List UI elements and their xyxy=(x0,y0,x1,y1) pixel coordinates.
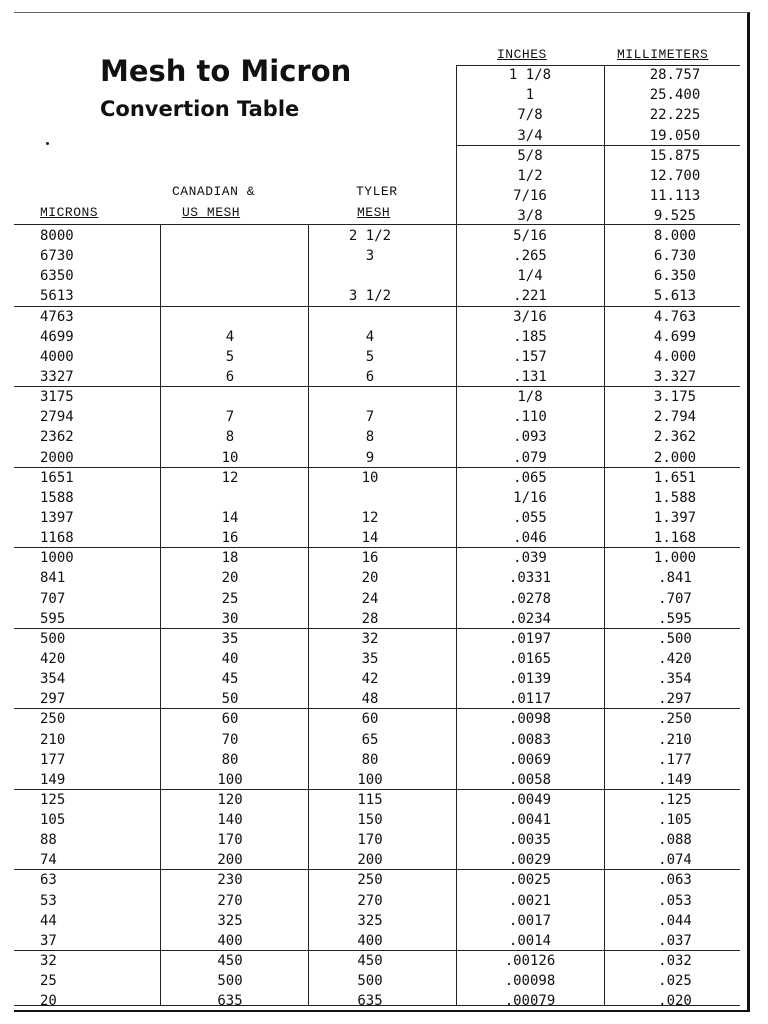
cell-canadian-mesh: 80 xyxy=(221,751,239,768)
cell-millimeters: 4.763 xyxy=(653,308,697,325)
cell-inches: .0021 xyxy=(508,892,552,909)
cell-tyler-mesh: 7 xyxy=(365,409,375,426)
cell-microns: 420 xyxy=(40,650,66,667)
cell-canadian-mesh: 40 xyxy=(221,650,239,667)
cell-millimeters: .053 xyxy=(658,892,692,909)
cell-millimeters: .125 xyxy=(658,791,692,808)
top-row-millimeters: 12.700 xyxy=(649,168,701,184)
cell-millimeters: 4.000 xyxy=(653,348,697,365)
cell-inches: .131 xyxy=(513,368,547,385)
cell-millimeters: 6.730 xyxy=(653,248,697,265)
cell-millimeters: .063 xyxy=(658,872,692,889)
cell-millimeters: .250 xyxy=(658,711,692,728)
cell-millimeters: 1.168 xyxy=(653,530,697,547)
cell-millimeters: 1.588 xyxy=(653,489,697,506)
cell-tyler-mesh: 32 xyxy=(361,630,379,647)
cell-tyler-mesh: 12 xyxy=(361,509,379,526)
page-title: Mesh to Micron xyxy=(100,54,352,88)
cell-canadian-mesh: 230 xyxy=(217,872,243,889)
grid-hline xyxy=(14,1005,740,1006)
cell-microns: 595 xyxy=(40,610,66,627)
cell-canadian-mesh: 170 xyxy=(217,832,243,849)
cell-microns: 105 xyxy=(40,812,66,829)
cell-canadian-mesh: 20 xyxy=(221,570,239,587)
cell-microns: 8000 xyxy=(40,228,74,244)
cell-microns: 1168 xyxy=(40,530,74,547)
cell-millimeters: .420 xyxy=(658,650,692,667)
header-microns: MICRONS xyxy=(40,205,99,220)
cell-inches: .0278 xyxy=(508,590,552,607)
cell-tyler-mesh: 635 xyxy=(357,993,383,1010)
cell-tyler-mesh: 150 xyxy=(357,812,383,829)
cell-canadian-mesh: 635 xyxy=(217,993,243,1010)
cell-microns: 250 xyxy=(40,711,66,728)
cell-microns: 3175 xyxy=(40,389,74,406)
cell-tyler-mesh: 4 xyxy=(365,328,375,345)
top-row-inches: 7/16 xyxy=(513,188,547,205)
cell-tyler-mesh: 60 xyxy=(361,711,379,728)
cell-tyler-mesh: 400 xyxy=(357,932,383,949)
cell-inches: .185 xyxy=(513,328,547,345)
cell-microns: 1000 xyxy=(40,550,74,567)
cell-microns: 5613 xyxy=(40,288,74,305)
grid-hline xyxy=(14,467,740,468)
cell-microns: 177 xyxy=(40,751,66,768)
cell-canadian-mesh: 35 xyxy=(221,630,239,647)
cell-inches: 5/16 xyxy=(513,228,547,244)
cell-microns: 125 xyxy=(40,791,66,808)
cell-inches: .0035 xyxy=(508,832,552,849)
cell-millimeters: .500 xyxy=(658,630,692,647)
cell-microns: 500 xyxy=(40,630,66,647)
cell-inches: .00126 xyxy=(504,953,556,970)
cell-inches: .0014 xyxy=(508,932,552,949)
cell-millimeters: 5.613 xyxy=(653,288,697,305)
grid-hline xyxy=(456,65,740,66)
cell-millimeters: .044 xyxy=(658,912,692,929)
cell-millimeters: .297 xyxy=(658,691,692,708)
cell-microns: 1588 xyxy=(40,489,74,506)
cell-canadian-mesh: 4 xyxy=(225,328,235,345)
cell-tyler-mesh: 170 xyxy=(357,832,383,849)
cell-tyler-mesh: 65 xyxy=(361,731,379,748)
cell-millimeters: .707 xyxy=(658,590,692,607)
top-row-inches: 5/8 xyxy=(517,147,543,164)
cell-inches: .0058 xyxy=(508,771,552,788)
cell-inches: 1/4 xyxy=(517,268,543,285)
cell-canadian-mesh: 10 xyxy=(221,449,239,466)
cell-millimeters: 6.350 xyxy=(653,268,697,285)
cell-inches: .00098 xyxy=(504,973,556,990)
cell-canadian-mesh: 45 xyxy=(221,671,239,688)
cell-millimeters: .020 xyxy=(658,993,692,1010)
cell-millimeters: .595 xyxy=(658,610,692,627)
cell-tyler-mesh: 80 xyxy=(361,751,379,768)
cell-inches: .0331 xyxy=(508,570,552,587)
grid-hline xyxy=(14,547,740,548)
cell-microns: 149 xyxy=(40,771,66,788)
cell-tyler-mesh: 35 xyxy=(361,650,379,667)
top-row-inches: 3/8 xyxy=(517,208,543,225)
cell-millimeters: .354 xyxy=(658,671,692,688)
cell-canadian-mesh: 25 xyxy=(221,590,239,607)
cell-canadian-mesh: 5 xyxy=(225,348,235,365)
cell-inches: .00079 xyxy=(504,993,556,1010)
cell-microns: 20 xyxy=(40,993,57,1010)
cell-tyler-mesh: 270 xyxy=(357,892,383,909)
header-tyler-line1: TYLER xyxy=(356,184,398,199)
cell-inches: .079 xyxy=(513,449,547,466)
cell-millimeters: 8.000 xyxy=(653,228,697,244)
cell-canadian-mesh: 50 xyxy=(221,691,239,708)
cell-inches: 3/16 xyxy=(513,308,547,325)
cell-millimeters: 2.794 xyxy=(653,409,697,426)
cell-millimeters: .088 xyxy=(658,832,692,849)
cell-inches: .0165 xyxy=(508,650,552,667)
cell-canadian-mesh: 70 xyxy=(221,731,239,748)
cell-microns: 297 xyxy=(40,691,66,708)
header-canadian-line2: US MESH xyxy=(182,205,241,220)
cell-millimeters: 1.651 xyxy=(653,469,697,486)
cell-canadian-mesh: 200 xyxy=(217,852,243,869)
cell-inches: .221 xyxy=(513,288,547,305)
cell-inches: 1/16 xyxy=(513,489,547,506)
cell-tyler-mesh: 28 xyxy=(361,610,379,627)
cell-microns: 3327 xyxy=(40,368,74,385)
header-inches: INCHES xyxy=(497,47,547,62)
cell-inches: .093 xyxy=(513,429,547,446)
cell-microns: 841 xyxy=(40,570,66,587)
cell-canadian-mesh: 8 xyxy=(225,429,235,446)
cell-inches: .0139 xyxy=(508,671,552,688)
cell-inches: .039 xyxy=(513,550,547,567)
cell-inches: .065 xyxy=(513,469,547,486)
cell-tyler-mesh: 500 xyxy=(357,973,383,990)
cell-millimeters: .074 xyxy=(658,852,692,869)
cell-tyler-mesh: 3 xyxy=(365,248,375,265)
cell-millimeters: .177 xyxy=(658,751,692,768)
cell-microns: 2794 xyxy=(40,409,74,426)
top-row-inches: 1 xyxy=(525,87,535,104)
cell-canadian-mesh: 6 xyxy=(225,368,235,385)
cell-inches: .157 xyxy=(513,348,547,365)
cell-canadian-mesh: 400 xyxy=(217,932,243,949)
cell-millimeters: .032 xyxy=(658,953,692,970)
cell-tyler-mesh: 250 xyxy=(357,872,383,889)
top-row-inches: 7/8 xyxy=(517,107,543,124)
page-subtitle: Convertion Table xyxy=(100,97,300,121)
cell-microns: 44 xyxy=(40,912,57,929)
cell-millimeters: 2.000 xyxy=(653,449,697,466)
cell-inches: .0197 xyxy=(508,630,552,647)
cell-canadian-mesh: 100 xyxy=(217,771,243,788)
cell-tyler-mesh: 115 xyxy=(357,791,383,808)
cell-microns: 6730 xyxy=(40,248,74,265)
cell-millimeters: 2.362 xyxy=(653,429,697,446)
cell-millimeters: .105 xyxy=(658,812,692,829)
cell-millimeters: 1.397 xyxy=(653,509,697,526)
cell-tyler-mesh: 24 xyxy=(361,590,379,607)
header-tyler-line2: MESH xyxy=(357,205,391,220)
cell-tyler-mesh: 9 xyxy=(365,449,375,466)
cell-tyler-mesh: 14 xyxy=(361,530,379,547)
top-row-inches: 3/4 xyxy=(517,127,543,144)
cell-microns: 2362 xyxy=(40,429,74,446)
cell-microns: 4763 xyxy=(40,308,74,325)
cell-microns: 88 xyxy=(40,832,57,849)
cell-microns: 2000 xyxy=(40,449,74,466)
cell-tyler-mesh: 200 xyxy=(357,852,383,869)
cell-canadian-mesh: 140 xyxy=(217,812,243,829)
cell-inches: .0017 xyxy=(508,912,552,929)
grid-hline xyxy=(456,145,740,146)
cell-millimeters: .025 xyxy=(658,973,692,990)
cell-canadian-mesh: 325 xyxy=(217,912,243,929)
cell-millimeters: 3.175 xyxy=(653,389,697,406)
grid-vline xyxy=(604,65,605,1005)
top-row-millimeters: 28.757 xyxy=(649,67,701,83)
cell-millimeters: .149 xyxy=(658,771,692,788)
grid-vline xyxy=(160,224,161,1005)
cell-tyler-mesh: 325 xyxy=(357,912,383,929)
cell-tyler-mesh: 48 xyxy=(361,691,379,708)
grid-hline xyxy=(14,789,740,790)
grid-hline xyxy=(14,708,740,709)
cell-canadian-mesh: 7 xyxy=(225,409,235,426)
cell-canadian-mesh: 18 xyxy=(221,550,239,567)
grid-hline xyxy=(14,950,740,951)
grid-hline xyxy=(14,224,740,225)
cell-microns: 74 xyxy=(40,852,57,869)
cell-inches: .046 xyxy=(513,530,547,547)
cell-microns: 1397 xyxy=(40,509,74,526)
cell-tyler-mesh: 5 xyxy=(365,348,375,365)
cell-inches: .0049 xyxy=(508,791,552,808)
cell-inches: .0025 xyxy=(508,872,552,889)
cell-inches: .110 xyxy=(513,409,547,426)
cell-tyler-mesh: 20 xyxy=(361,570,379,587)
top-row-millimeters: 9.525 xyxy=(653,208,697,225)
cell-microns: 25 xyxy=(40,973,57,990)
top-row-millimeters: 22.225 xyxy=(649,107,701,124)
cell-inches: .055 xyxy=(513,509,547,526)
grid-hline xyxy=(14,869,740,870)
cell-microns: 63 xyxy=(40,872,57,889)
cell-microns: 4000 xyxy=(40,348,74,365)
top-row-millimeters: 15.875 xyxy=(649,147,701,164)
top-row-millimeters: 11.113 xyxy=(649,188,701,205)
cell-millimeters: 3.327 xyxy=(653,368,697,385)
cell-microns: 1651 xyxy=(40,469,74,486)
cell-canadian-mesh: 30 xyxy=(221,610,239,627)
cell-microns: 4699 xyxy=(40,328,74,345)
grid-hline xyxy=(14,386,740,387)
cell-microns: 32 xyxy=(40,953,57,970)
cell-tyler-mesh: 100 xyxy=(357,771,383,788)
grid-vline xyxy=(456,65,457,1005)
top-row-millimeters: 19.050 xyxy=(649,127,701,144)
cell-canadian-mesh: 12 xyxy=(221,469,239,486)
cell-tyler-mesh: 6 xyxy=(365,368,375,385)
stray-mark xyxy=(46,142,49,145)
cell-inches: .0098 xyxy=(508,711,552,728)
cell-inches: .0234 xyxy=(508,610,552,627)
header-millimeters: MILLIMETERS xyxy=(617,47,709,62)
cell-millimeters: 1.000 xyxy=(653,550,697,567)
grid-hline xyxy=(14,628,740,629)
cell-canadian-mesh: 500 xyxy=(217,973,243,990)
cell-inches: .0117 xyxy=(508,691,552,708)
cell-tyler-mesh: 450 xyxy=(357,953,383,970)
cell-inches: .0083 xyxy=(508,731,552,748)
cell-inches: .0029 xyxy=(508,852,552,869)
cell-tyler-mesh: 10 xyxy=(361,469,379,486)
header-canadian-line1: CANADIAN & xyxy=(172,184,256,199)
cell-tyler-mesh: 42 xyxy=(361,671,379,688)
cell-microns: 53 xyxy=(40,892,57,909)
top-row-inches: 1 1/8 xyxy=(508,67,552,83)
cell-tyler-mesh: 2 1/2 xyxy=(348,228,392,244)
cell-canadian-mesh: 14 xyxy=(221,509,239,526)
cell-millimeters: .210 xyxy=(658,731,692,748)
cell-millimeters: .037 xyxy=(658,932,692,949)
cell-inches: .0041 xyxy=(508,812,552,829)
cell-inches: .0069 xyxy=(508,751,552,768)
cell-canadian-mesh: 60 xyxy=(221,711,239,728)
cell-microns: 210 xyxy=(40,731,66,748)
cell-microns: 707 xyxy=(40,590,66,607)
cell-microns: 37 xyxy=(40,932,57,949)
cell-tyler-mesh: 8 xyxy=(365,429,375,446)
cell-canadian-mesh: 16 xyxy=(221,530,239,547)
cell-microns: 354 xyxy=(40,671,66,688)
cell-canadian-mesh: 270 xyxy=(217,892,243,909)
grid-hline xyxy=(14,306,740,307)
cell-tyler-mesh: 3 1/2 xyxy=(348,288,392,305)
cell-millimeters: .841 xyxy=(658,570,692,587)
cell-inches: 1/8 xyxy=(517,389,543,406)
cell-microns: 6350 xyxy=(40,268,74,285)
cell-inches: .265 xyxy=(513,248,547,265)
cell-canadian-mesh: 120 xyxy=(217,791,243,808)
cell-millimeters: 4.699 xyxy=(653,328,697,345)
top-row-millimeters: 25.400 xyxy=(649,87,701,104)
grid-vline xyxy=(308,224,309,1005)
cell-tyler-mesh: 16 xyxy=(361,550,379,567)
top-row-inches: 1/2 xyxy=(517,168,543,184)
cell-canadian-mesh: 450 xyxy=(217,953,243,970)
